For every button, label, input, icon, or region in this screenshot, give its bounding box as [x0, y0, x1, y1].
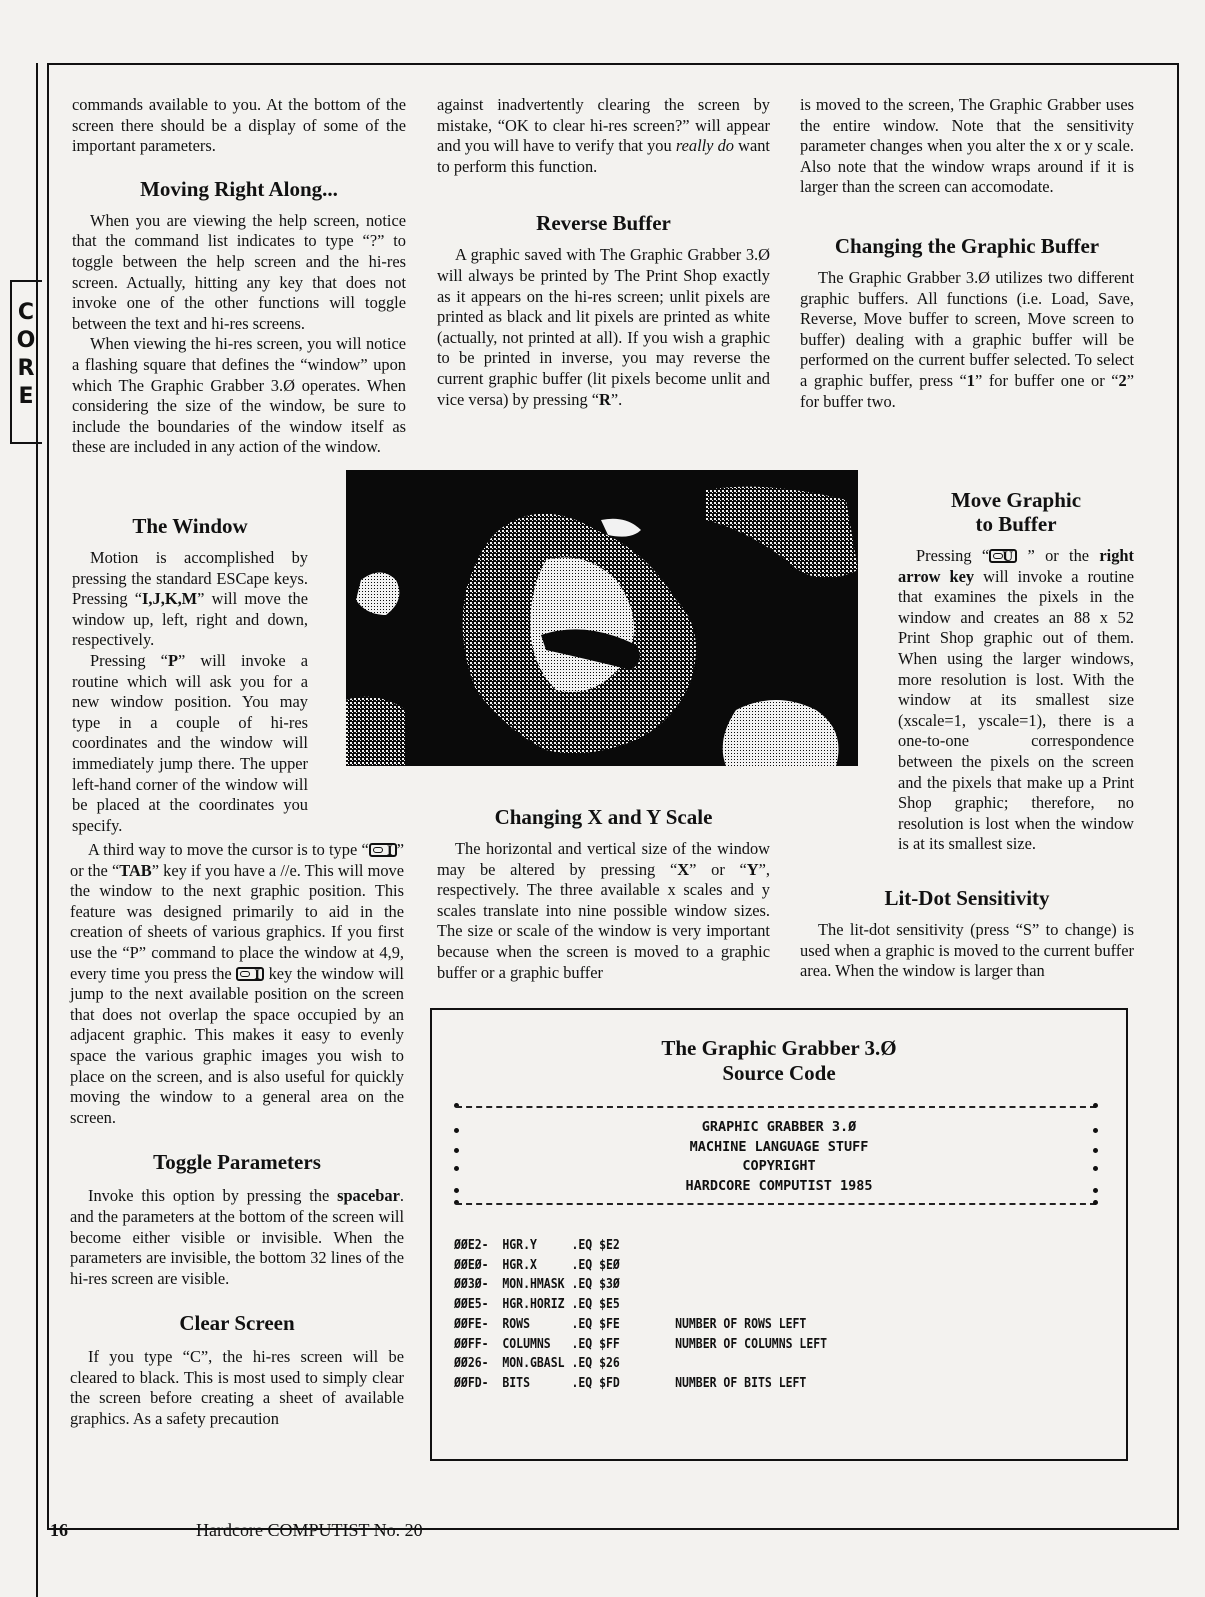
paragraph: Pressing “P” will invoke a routine which will ask you for a new window position. You may type in a couple of hi-res coordinates and the window will immediately jump there. The upper left-hand corner of the window will be placed at the coordinates you specify. [72, 650, 308, 835]
hires-face-graphic [346, 470, 858, 766]
border-dot [1093, 1200, 1098, 1205]
source-header-line: GRAPHIC GRABBER 3.Ø [701, 1119, 857, 1135]
code-line: ØØEØ- HGR.X .EQ $EØ [454, 1256, 676, 1273]
paragraph: Invoke this option by pressing the spacebar. and the parameters at the bottom of the screen will become either visible or invisible. When the parameters are invisible, the bottom 32 lines of the hi-res screen are visible. [70, 1186, 404, 1288]
source-code-listing [454, 1236, 893, 1394]
control-key-icon: I [236, 967, 264, 981]
code-line: ØØ3Ø- MON.HMASK .EQ $3Ø [454, 1276, 676, 1293]
source-code-title: The Graphic Grabber 3.Ø Source Code [661, 1036, 897, 1085]
page-number: 16 [50, 1520, 68, 1540]
paragraph: The Graphic Grabber 3.Ø utilizes two different graphic buffers. All functions (i.e. Load, Save, Reverse, Move buffer to screen, Move screen to buffer) dealing with a graphic buffer will be performed on the current buffer selected. To select a graphic buffer, press “1” for buffer one or “2” for buffer two. [800, 267, 1134, 411]
column-middle [437, 95, 770, 410]
paragraph: When viewing the hi-res screen, you will notice a flashing square that defines the “window” upon which The Graphic Grabber 3.Ø operates. When considering the size of the window, be sure to include the boundaries of the window itself as these are included in any action of the window. [72, 334, 406, 457]
code-line: ØØFD- BITS .EQ $FD NUMBER OF BITS LEFT [454, 1374, 807, 1391]
source-code-box [430, 1008, 1128, 1461]
section-letter: R [17, 356, 35, 381]
heading-toggle-parameters: Toggle Parameters [153, 1150, 321, 1175]
face-image [346, 470, 858, 766]
paragraph: When you are viewing the help screen, notice that the command list indicates to type “?” to toggle between the help screen and the hi-res screen. Actually, hitting any key that does not invoke one of the other functions will toggle between the text and hi-res screens. [72, 210, 406, 333]
column-left-narrow [72, 514, 308, 836]
border-dot [1093, 1103, 1098, 1108]
paragraph: commands available to you. At the bottom of the screen there should be a display of some of the important parameters. [72, 95, 406, 156]
paragraph: Pressing “ U ” or the right arrow key will invoke a routine that examines the pixels in the window and creates an 88 x 52 Print Shop graphic out of them. When using the larger windows, more resolution is lost. With the window at its smallest size (xscale=1, yscale=1), there is a one-to-one correspondence between the pixels on the screen and the pixels that make up a Print Shop graphic; therefore, no resolution is lost when the window is at its smallest size. [898, 546, 1134, 854]
section-letter: C [17, 300, 35, 325]
column-left-lower [70, 840, 404, 1430]
section-letter: O [16, 328, 36, 353]
heading-the-window: The Window [132, 514, 248, 538]
code-line: ØØE5- HGR.HORIZ .EQ $E5 [454, 1296, 676, 1313]
code-line: ØØE2- HGR.Y .EQ $E2 [454, 1237, 676, 1253]
source-header-line: MACHINE LANGUAGE STUFF [689, 1138, 869, 1155]
source-header-line: COPYRIGHT [742, 1158, 816, 1175]
control-key-icon: I [369, 843, 397, 857]
heading-move-graphic-to-buffer: Move Graphic to Buffer [950, 488, 1082, 536]
heading-lit-dot-sensitivity: Lit-Dot Sensitivity [884, 886, 1050, 910]
section-letter: E [18, 384, 34, 409]
heading-reverse-buffer: Reverse Buffer [536, 211, 671, 236]
publication-name: Hardcore COMPUTIST No. 20 [196, 1520, 423, 1540]
column-left [72, 95, 406, 458]
heading-changing-the-graphic-buffer: Changing the Graphic Buffer [834, 233, 1100, 258]
heading-changing-x-and-y-scale: Changing X and Y Scale [494, 805, 713, 829]
paragraph: A graphic saved with The Graphic Grabber 3.Ø will always be printed by The Print Shop exactly as it appears on the hi-res screen; unlit pixels are printed as black and lit pixels are printed as white (actually, not printed at all). If you wish a graphic to be printed in inverse, you may reverse the current graphic buffer (lit pixels become unlit and vice versa) by pressing “R”. [437, 245, 770, 409]
column-right [800, 95, 1134, 412]
paragraph: A third way to move the cursor is to type “ I ” or the “TAB” key if you have a //e. This will move the window to the next graphic position. This feature was designed primarily to aid in the creation of sheets of various graphics. If you first use the “P” command to place the window at 4,9, every time you press the I key the window will jump to the next available position on the screen that does not overlap the space occupied by an adjacent graphic. This makes it easy to evenly space the various graphic images you wish to place on the screen, and is also useful for quickly moving the window to a general area on the screen. [70, 840, 404, 1127]
control-key-icon: U [989, 549, 1017, 563]
dashed-rule-top [456, 1106, 1096, 1108]
paragraph: The horizontal and vertical size of the window may be altered by pressing “X” or “Y”, respectively. The three available x scales and y scales translate into nine possible window sizes. The size or scale of the window is very important because when the screen is moved to a graphic buffer or a graphic buffer [437, 839, 771, 982]
dashed-rule-bottom [456, 1203, 1096, 1205]
source-header [432, 1118, 1126, 1197]
paragraph: is moved to the screen, The Graphic Grabber uses the entire window. Note that the sensitivity parameter changes when you alter the x or y scale. Also note that the window wraps around if it is larger than the screen can accomodate. [800, 95, 1134, 197]
code-line: ØØFF- COLUMNS .EQ $FF NUMBER OF COLUMNS LEFT [454, 1335, 828, 1352]
code-line: ØØFE- ROWS .EQ $FE NUMBER OF ROWS LEFT [454, 1315, 807, 1332]
paragraph: Motion is accomplished by pressing the standard ESCape keys. Pressing “I,J,K,M” will move the window up, left, right and down, respectively. [72, 548, 308, 650]
heading-clear-screen: Clear Screen [179, 1311, 295, 1336]
column-middle-lower [437, 805, 770, 983]
column-right-lower [800, 886, 1134, 982]
paragraph: The lit-dot sensitivity (press “S” to change) is used when a graphic is moved to the current buffer area. When the window is larger than [800, 920, 1134, 981]
paragraph: against inadvertently clearing the screen by mistake, “OK to clear hi-res screen?” will appear and you will have to verify that you really do want to perform this function. [437, 95, 770, 176]
column-right-narrow [898, 488, 1134, 855]
code-line: ØØ26- MON.GBASL .EQ $26 [454, 1355, 676, 1372]
heading-moving-right-along: Moving Right Along... [140, 176, 338, 201]
source-header-line: HARDCORE COMPUTIST 1985 [685, 1178, 873, 1195]
paragraph: If you type “C”, the hi-res screen will be cleared to black. This is most used to simply clear the screen before creating a sheet of available graphics. As a safety precaution [70, 1347, 404, 1429]
